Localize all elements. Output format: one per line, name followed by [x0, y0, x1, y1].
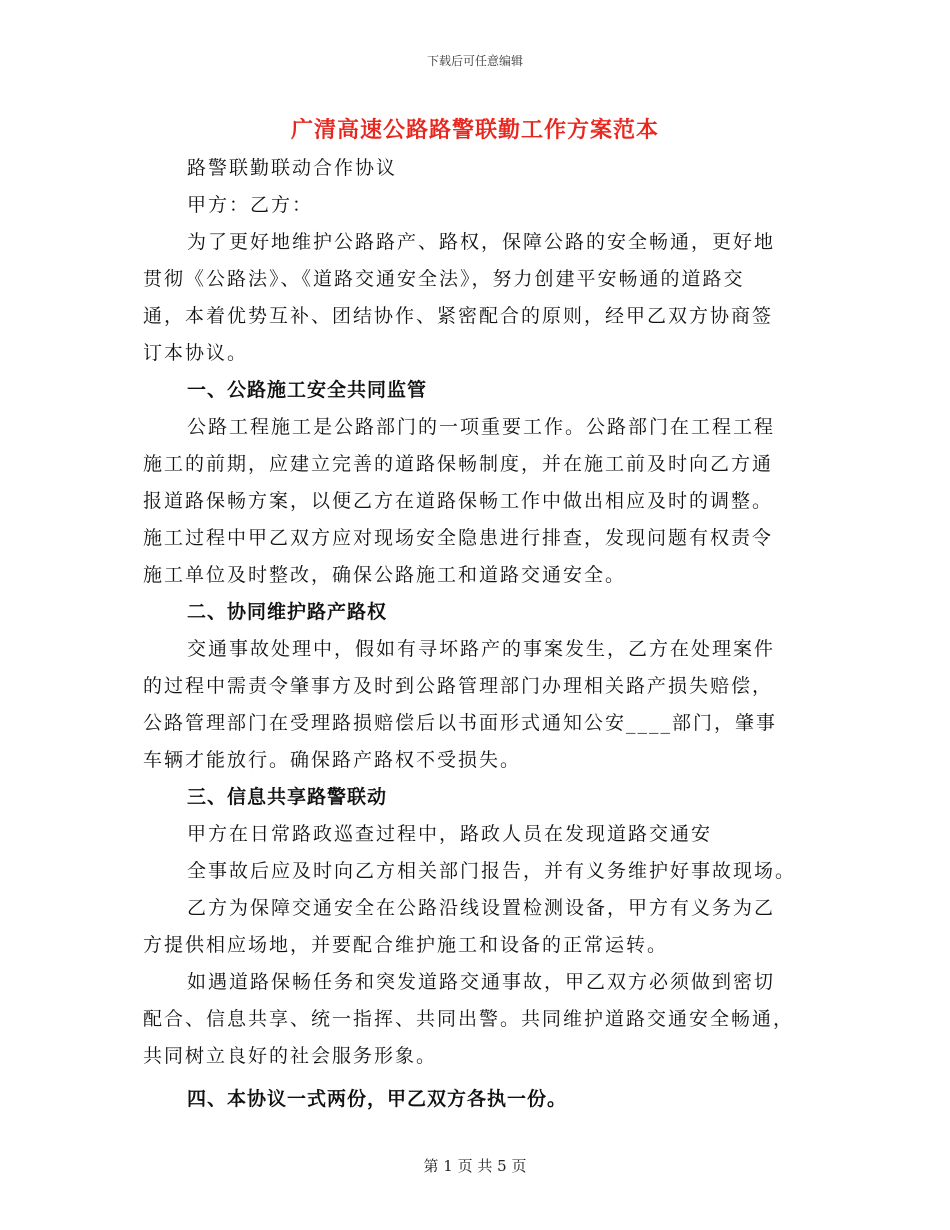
section-heading: 三、信息共享路警联动 — [187, 786, 388, 808]
paragraph-line: 报道路保畅方案，以便乙方在道路保畅工作中做出相应及时的调整。 — [143, 490, 774, 512]
paragraph-line: 甲方：乙方： — [187, 194, 314, 216]
paragraph-line: 交通事故处理中，假如有寻坏路产的事案发生，乙方在处理案件 — [187, 638, 776, 660]
paragraph-line: 公路管理部门在受理路损赔偿后以书面形式通知公安____部门，肇事 — [143, 712, 778, 734]
paragraph-line: 订本协议。 — [143, 342, 249, 364]
paragraph-line: 如遇道路保畅任务和突发道路交通事故，甲乙双方必须做到密切 — [187, 971, 776, 993]
paragraph-line: 施工单位及时整改，确保公路施工和道路交通安全。 — [143, 564, 627, 586]
paragraph-line: 全事故后应及时向乙方相关部门报告，并有义务维护好事故现场。 — [187, 860, 797, 882]
header-note: 下载后可任意编辑 — [426, 54, 523, 68]
document-body — [143, 150, 807, 1118]
paragraph-line: 公路工程施工是公路部门的一项重要工作。公路部门在工程工程 — [187, 416, 776, 438]
paragraph-line: 路警联勤联动合作协议 — [187, 157, 398, 179]
page-number-footer: 第 1 页 共 5 页 — [423, 1157, 527, 1175]
paragraph-line: 通，本着优势互补、团结协作、紧密配合的原则，经甲乙双方协商签 — [143, 305, 774, 327]
section-heading: 四、本协议一式两份，甲乙双方各执一份。 — [187, 1088, 568, 1110]
paragraph-line: 配合、信息共享、统一指挥、共同出警。共同维护道路交通安全畅通， — [143, 1008, 795, 1030]
paragraph-line: 贯彻《公路法》、《道路交通安全法》，努力创建平安畅通的道路交 — [143, 268, 745, 290]
paragraph-line: 方提供相应场地，并要配合维护施工和设备的正常运转。 — [143, 934, 669, 956]
paragraph-line: 施工过程中甲乙双方应对现场安全隐患进行排查，发现问题有权责令 — [143, 527, 774, 549]
paragraph-line: 甲方在日常路政巡查过程中，路政人员在发现道路交通安 — [187, 823, 713, 845]
section-heading: 二、协同维护路产路权 — [187, 601, 388, 623]
paragraph-line: 车辆才能放行。确保路产路权不受损失。 — [143, 749, 522, 771]
paragraph-line: 共同树立良好的社会服务形象。 — [143, 1045, 438, 1067]
paragraph-line: 为了更好地维护公路路产、路权，保障公路的安全畅通，更好地 — [187, 231, 776, 253]
document-title: 广清高速公路路警联勤工作方案范本 — [290, 118, 659, 143]
paragraph-line: 乙方为保障交通安全在公路沿线设置检测设备，甲方有义务为乙 — [187, 897, 776, 919]
section-heading: 一、公路施工安全共同监管 — [187, 379, 428, 401]
paragraph-line: 施工的前期，应建立完善的道路保畅制度，并在施工前及时向乙方通 — [143, 453, 774, 475]
paragraph-line: 的过程中需责令肇事方及时到公路管理部门办理相关路产损失赔偿， — [143, 675, 774, 697]
